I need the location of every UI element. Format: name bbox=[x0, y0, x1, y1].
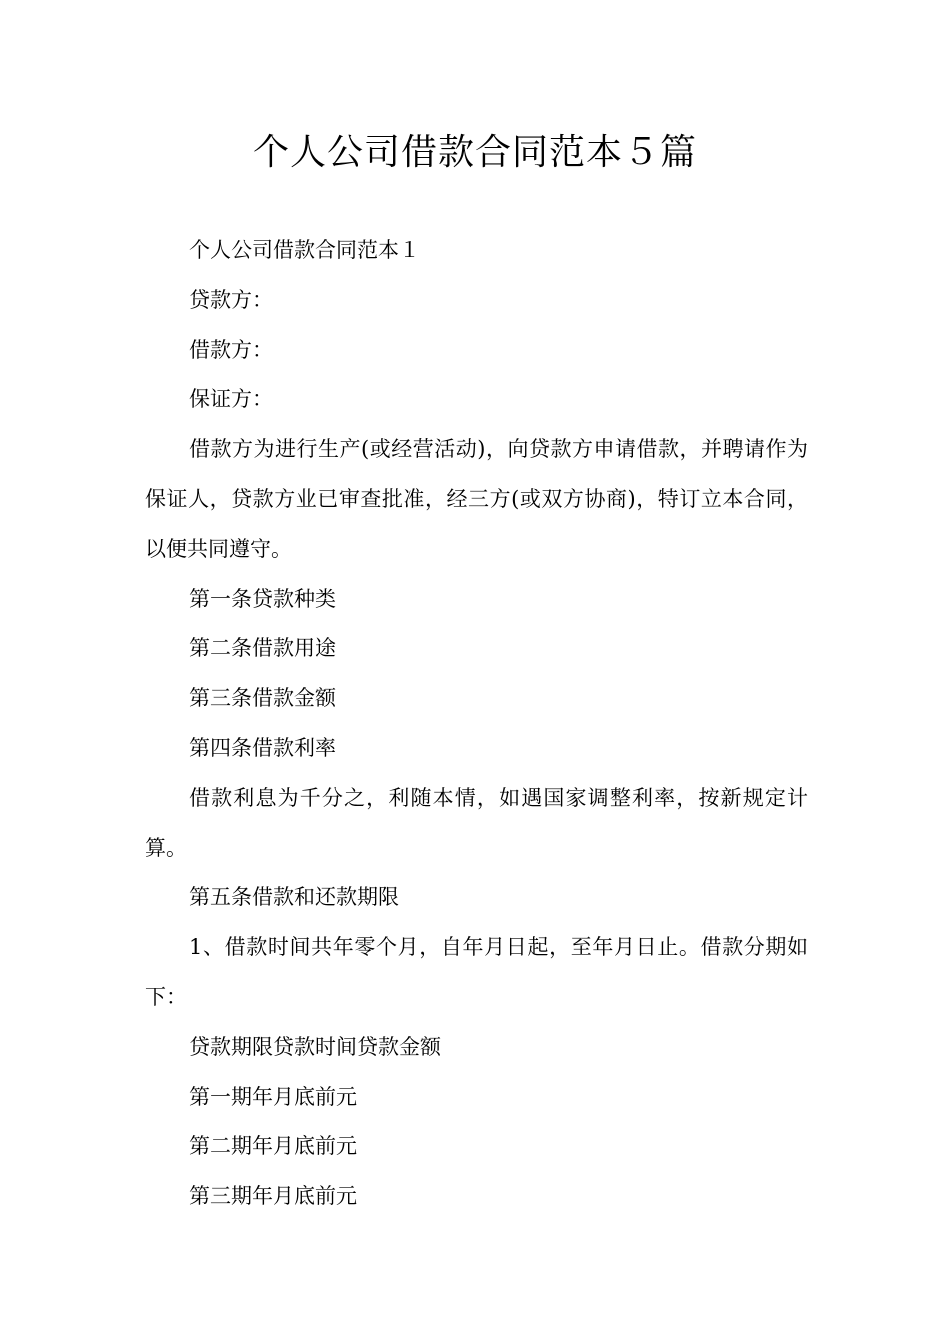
installment-header: 贷款期限贷款时间贷款金额 bbox=[189, 1034, 441, 1059]
borrower-line: 借款方： bbox=[189, 337, 273, 362]
article-4-heading: 第四条借款利率 bbox=[189, 735, 336, 760]
article-1-heading: 第一条贷款种类 bbox=[189, 586, 336, 611]
interest-paragraph: 借款利息为千分之，利随本情，如遇国家调整利率，按新规定计算。 bbox=[145, 785, 808, 860]
preamble-paragraph: 借款方为进行生产(或经营活动)，向贷款方申请借款，并聘请作为保证人，贷款方业已审查批准，经三方(或双方协商)，特订立本合同，以便共同遵守。 bbox=[145, 437, 808, 561]
contract-subtitle: 个人公司借款合同范本１ bbox=[189, 238, 420, 262]
document-title: 个人公司借款合同范本５篇 bbox=[252, 132, 697, 173]
loan-term-paragraph: 1、借款时间共年零个月，自年月日起，至年月日止。借款分期如下： bbox=[145, 935, 808, 1009]
lender-line: 贷款方： bbox=[189, 287, 273, 312]
installment-3: 第三期年月底前元 bbox=[189, 1184, 357, 1209]
guarantor-line: 保证方： bbox=[189, 387, 273, 412]
installment-2: 第二期年月底前元 bbox=[189, 1134, 357, 1159]
installment-1: 第一期年月底前元 bbox=[189, 1084, 357, 1109]
article-5-heading: 第五条借款和还款期限 bbox=[189, 885, 399, 910]
document-body bbox=[145, 226, 808, 1222]
article-3-heading: 第三条借款金额 bbox=[189, 686, 336, 711]
article-2-heading: 第二条借款用途 bbox=[189, 636, 336, 661]
